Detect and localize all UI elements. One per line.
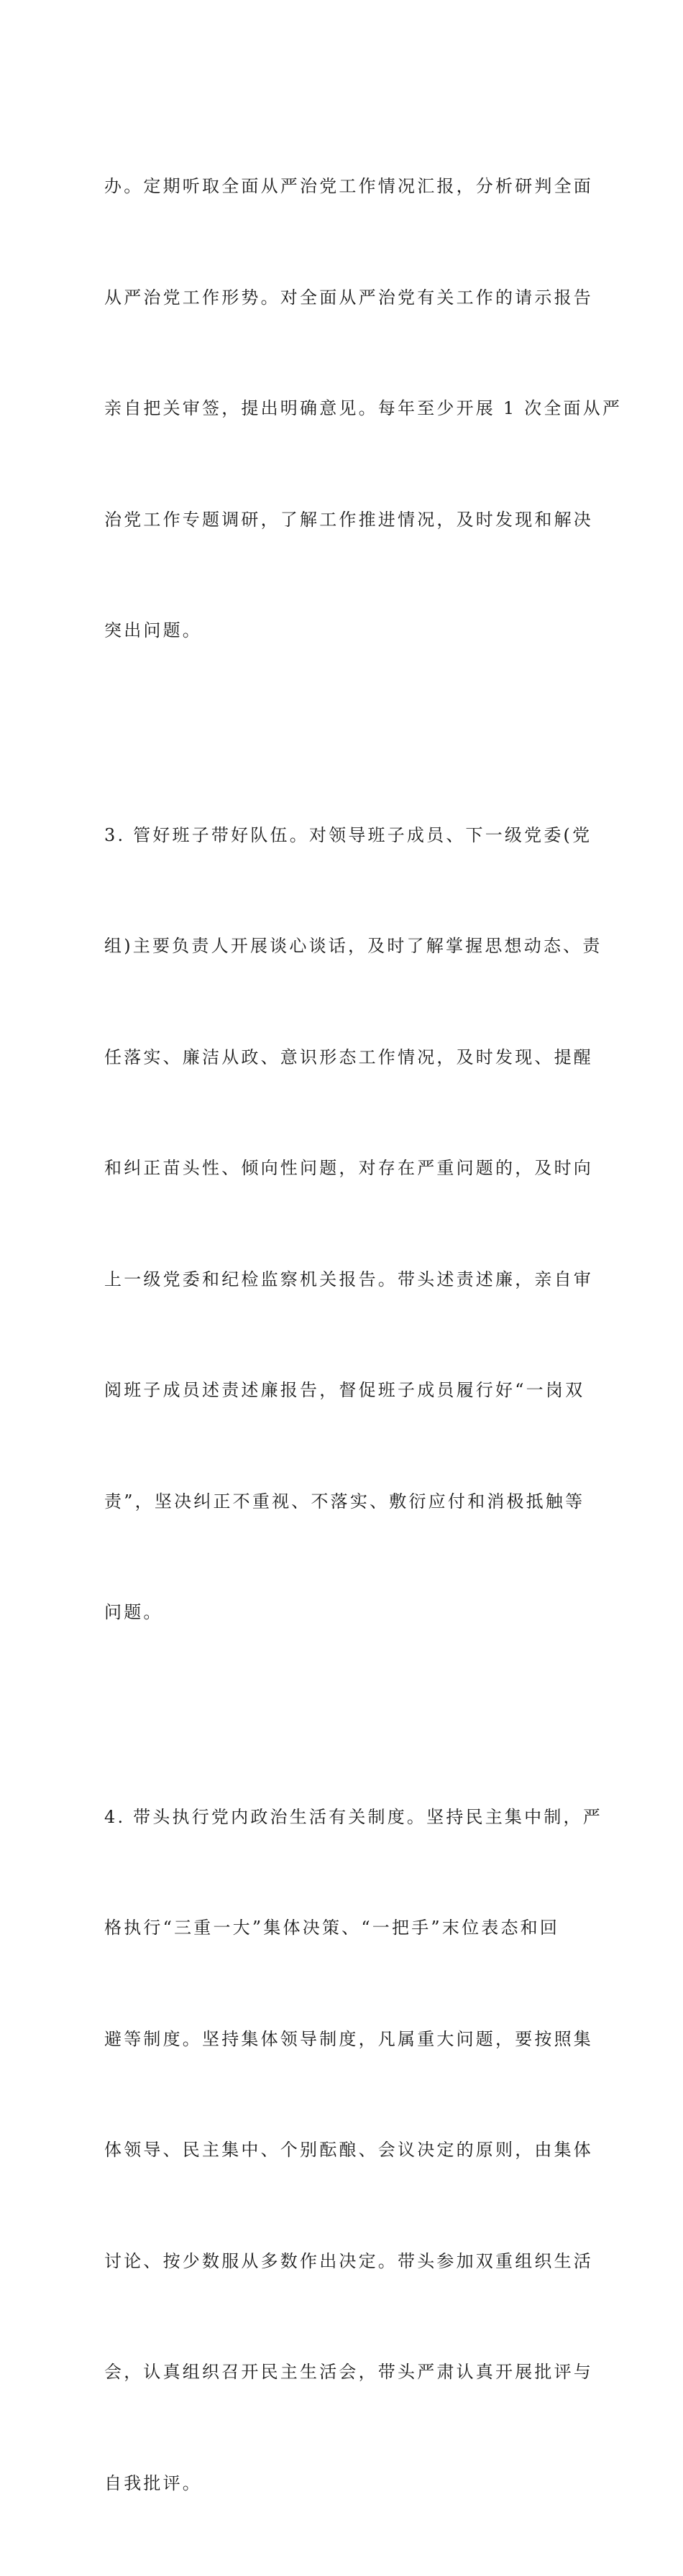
text-line: 会，认真组织召开民主生活会，带头严肃认真开展批评与 (104, 2354, 579, 2391)
text-line: 格执行“三重一大”集体决策、“一把手”末位表态和回 (104, 1910, 579, 1947)
text-line: 责”，坚决纠正不重视、不落实、敷衍应付和消极抵触等 (104, 1484, 579, 1521)
text-line: 治党工作专题调研，了解工作推进情况，及时发现和解决 (104, 502, 579, 539)
text-line: 体领导、民主集中、个别酝酿、会议决定的原则，由集体 (104, 2132, 579, 2169)
text-line: 阅班子成员述责述廉报告，督促班子成员履行好“一岗双 (104, 1372, 579, 1409)
text-line: 组)主要负责人开展谈心谈话，及时了解掌握思想动态、责 (104, 928, 579, 965)
text-line: 办。定期听取全面从严治党工作情况汇报，分析研判全面 (104, 168, 579, 206)
text-line: 4. 带头执行党内政治生活有关制度。坚持民主集中制，严 (104, 1799, 579, 1836)
text-line: 和纠正苗头性、倾向性问题，对存在严重问题的，及时向 (104, 1150, 579, 1187)
text-line: 从严治党工作形势。对全面从严治党有关工作的请示报告 (104, 280, 579, 317)
paragraph-1 (104, 94, 579, 724)
document-page (0, 0, 683, 966)
text-line: 问题。 (104, 1594, 579, 1632)
text-line: 突出问题。 (104, 612, 579, 650)
paragraph-spacer (104, 724, 579, 743)
paragraph-spacer (104, 1706, 579, 1725)
text-line: 自我批评。 (104, 2465, 579, 2503)
paragraph-2 (104, 743, 579, 1706)
text-line: 讨论、按少数服从多数作出决定。带头参加双重组织生活 (104, 2243, 579, 2281)
text-line: 亲自把关审签，提出明确意见。每年至少开展 1 次全面从严 (104, 390, 579, 428)
text-line: 任落实、廉洁从政、意识形态工作情况，及时发现、提醒 (104, 1039, 579, 1077)
text-line: 避等制度。坚持集体领导制度，凡属重大问题，要按照集 (104, 2021, 579, 2058)
document-body (104, 94, 579, 2576)
text-line: 3. 管好班子带好队伍。对领导班子成员、下一级党委(党 (104, 817, 579, 855)
text-line: 上一级党委和纪检监察机关报告。带头述责述廉，亲自审 (104, 1261, 579, 1299)
paragraph-3 (104, 1725, 579, 2576)
